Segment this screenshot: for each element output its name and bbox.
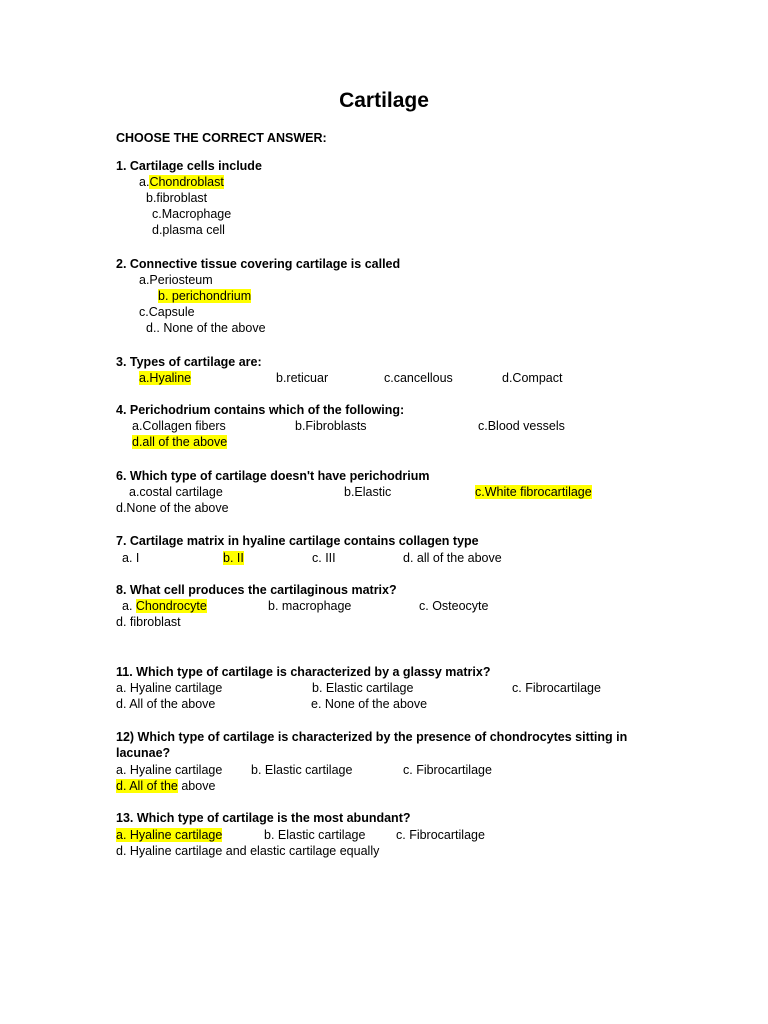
q4-option-d-answer: d.all of the above bbox=[132, 435, 228, 449]
q7-option-b bbox=[223, 550, 244, 566]
question-12: 12) Which type of cartilage is characterized by the presence of chondrocytes sitting in bbox=[116, 730, 628, 744]
q7-option-c: c. III bbox=[312, 551, 336, 565]
q7-option-a: a. I bbox=[122, 551, 140, 565]
q6-option-c-answer: c.White fibrocartilage bbox=[475, 485, 592, 499]
q12-option-d bbox=[116, 778, 215, 794]
question-4: 4. Perichodrium contains which of the following: bbox=[116, 403, 405, 417]
q2-option-a: a.Periosteum bbox=[139, 273, 213, 287]
q13-option-c: c. Fibrocartilage bbox=[396, 828, 485, 842]
q13-option-d: d. Hyaline cartilage and elastic cartilage equally bbox=[116, 844, 380, 858]
q3-option-a-answer: a.Hyaline bbox=[139, 371, 192, 385]
q8-option-a-answer: Chondrocyte bbox=[135, 599, 207, 613]
q4-option-b: b.Fibroblasts bbox=[295, 419, 367, 433]
q2-option-b bbox=[158, 288, 251, 304]
q8-option-a-prefix: a. bbox=[122, 599, 136, 613]
q11-option-d: d. All of the above bbox=[116, 697, 216, 711]
q12-option-b: b. Elastic cartilage bbox=[251, 763, 353, 777]
q13-option-a-answer: a. Hyaline cartilage bbox=[116, 828, 223, 842]
q1-option-a-answer: Chondroblast bbox=[149, 175, 224, 189]
question-12-continued: lacunae? bbox=[116, 746, 171, 760]
q3-option-d: d.Compact bbox=[502, 371, 563, 385]
q6-option-a: a.costal cartilage bbox=[129, 485, 223, 499]
q1-option-a-prefix: a. bbox=[139, 175, 150, 189]
q8-option-b: b. macrophage bbox=[268, 599, 352, 613]
instruction-heading: CHOOSE THE CORRECT ANSWER: bbox=[116, 131, 327, 145]
q8-option-c: c. Osteocyte bbox=[419, 599, 489, 613]
question-13: 13. Which type of cartilage is the most abundant? bbox=[116, 811, 411, 825]
q3-option-c: c.cancellous bbox=[384, 371, 453, 385]
q6-option-b: b.Elastic bbox=[344, 485, 392, 499]
q1-option-d: d.plasma cell bbox=[152, 223, 225, 237]
question-7: 7. Cartilage matrix in hyaline cartilage contains collagen type bbox=[116, 534, 479, 548]
q2-option-d: d.. None of the above bbox=[146, 321, 266, 335]
q12-option-d-answer: d. All of the bbox=[116, 779, 178, 793]
question-6: 6. Which type of cartilage doesn't have perichodrium bbox=[116, 469, 430, 483]
q11-option-a: a. Hyaline cartilage bbox=[116, 681, 223, 695]
question-2: 2. Connective tissue covering cartilage is called bbox=[116, 257, 401, 271]
q4-option-c: c.Blood vessels bbox=[478, 419, 565, 433]
question-8: 8. What cell produces the cartilaginous matrix? bbox=[116, 583, 397, 597]
question-11: 11. Which type of cartilage is characterized by a glassy matrix? bbox=[116, 665, 491, 679]
q1-option-c: c.Macrophage bbox=[152, 207, 232, 221]
q13-option-a bbox=[116, 827, 222, 843]
q8-option-d: d. fibroblast bbox=[116, 615, 181, 629]
q13-option-b: b. Elastic cartilage bbox=[264, 828, 366, 842]
q11-option-b: b. Elastic cartilage bbox=[312, 681, 414, 695]
q2-option-c: c.Capsule bbox=[139, 305, 195, 319]
q12-option-c: c. Fibrocartilage bbox=[403, 763, 492, 777]
q7-option-b-answer: b. II bbox=[223, 551, 244, 565]
q11-option-c: c. Fibrocartilage bbox=[512, 681, 601, 695]
q12-option-d-rest: above bbox=[177, 779, 216, 793]
q4-option-d bbox=[132, 434, 227, 450]
q6-option-d: d.None of the above bbox=[116, 501, 229, 515]
q8-option-a bbox=[122, 598, 207, 614]
question-3: 3. Types of cartilage are: bbox=[116, 355, 262, 369]
q7-option-d: d. all of the above bbox=[403, 551, 502, 565]
q3-option-b: b.reticuar bbox=[276, 371, 329, 385]
q6-option-c bbox=[475, 484, 592, 500]
q3-option-a bbox=[139, 370, 191, 386]
q1-option-b: b.fibroblast bbox=[146, 191, 208, 205]
page-title: Cartilage bbox=[339, 89, 429, 112]
q2-option-b-answer: b. perichondrium bbox=[158, 289, 252, 303]
q12-option-a: a. Hyaline cartilage bbox=[116, 763, 223, 777]
q4-option-a: a.Collagen fibers bbox=[132, 419, 226, 433]
q1-option-a bbox=[139, 174, 224, 190]
q11-option-e: e. None of the above bbox=[311, 697, 428, 711]
question-1: 1. Cartilage cells include bbox=[116, 159, 262, 173]
